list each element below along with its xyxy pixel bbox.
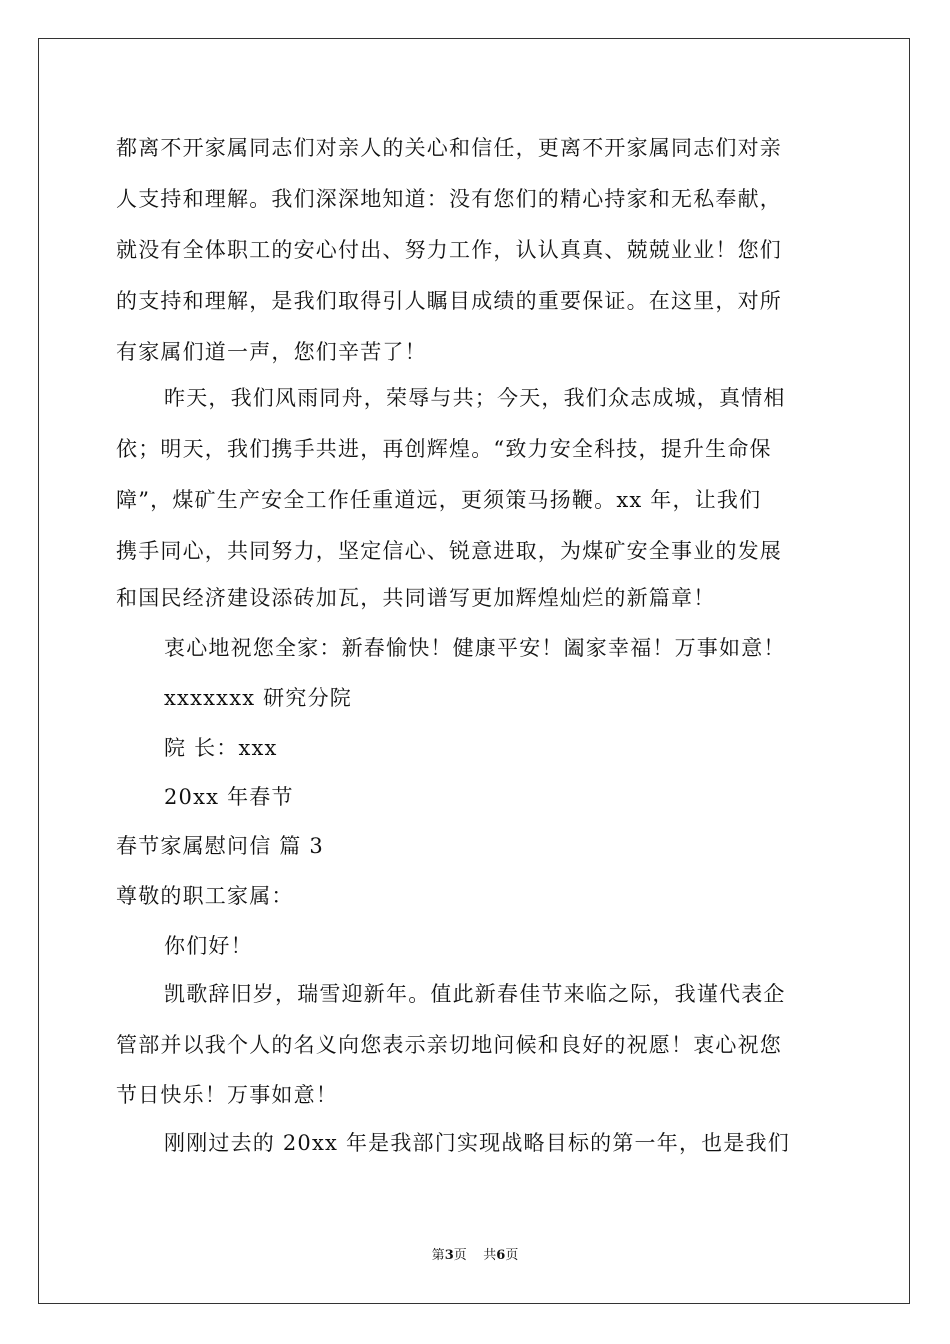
body-text-line: 管部并以我个人的名义向您表示亲切地问候和良好的祝愿！衷心祝您	[116, 1033, 782, 1057]
body-text-line: 的支持和理解，是我们取得引人瞩目成绩的重要保证。在这里，对所	[116, 289, 782, 313]
body-text-line: 都离不开家属同志们对亲人的关心和信任，更离不开家属同志们对亲	[116, 136, 782, 160]
body-text-line: 障”，煤矿生产安全工作任重道远，更须策马扬鞭。xx 年，让我们	[116, 488, 762, 512]
page-border	[38, 38, 910, 1304]
page-number-footer	[0, 1247, 950, 1265]
footer-prefix: 第	[431, 1248, 445, 1263]
body-text-line: 人支持和理解。我们深深地知道：没有您们的精心持家和无私奉献，	[116, 187, 782, 211]
paragraph-start-line: 刚刚过去的 20xx 年是我部门实现战略目标的第一年，也是我们	[164, 1131, 790, 1155]
paragraph-start-line: 凯歌辞旧岁，瑞雪迎新年。值此新春佳节来临之际，我谨代表企	[164, 982, 786, 1006]
body-text-line: 依；明天，我们携手共进，再创辉煌。“致力安全科技，提升生命保	[116, 437, 772, 461]
signature-organization: xxxxxxx 研究分院	[164, 686, 352, 710]
section-title: 春节家属慰问信 篇 3	[116, 834, 324, 858]
salutation-greeting: 你们好！	[164, 934, 253, 958]
current-page-number: 3	[444, 1248, 454, 1263]
salutation: 尊敬的职工家属：	[116, 884, 294, 908]
footer-middle: 页 共	[453, 1248, 497, 1263]
body-text-line: 携手同心，共同努力，坚定信心、锐意进取，为煤矿安全事业的发展	[116, 539, 782, 563]
total-page-number: 6	[496, 1248, 506, 1263]
greeting-line: 衷心地祝您全家：新春愉快！健康平安！阖家幸福！万事如意！	[164, 636, 786, 660]
body-text-line: 节日快乐！万事如意！	[116, 1083, 338, 1107]
signature-name: 院 长：xxx	[164, 736, 278, 760]
body-text-line: 就没有全体职工的安心付出、努力工作，认认真真、兢兢业业！您们	[116, 238, 782, 262]
paragraph-start-line: 昨天，我们风雨同舟，荣辱与共；今天，我们众志成城，真情相	[164, 386, 786, 410]
signature-date: 20xx 年春节	[164, 785, 294, 809]
body-text-line: 有家属们道一声，您们辛苦了！	[116, 340, 427, 364]
footer-suffix: 页	[505, 1248, 519, 1263]
body-text-line: 和国民经济建设添砖加瓦，共同谱写更加辉煌灿烂的新篇章！	[116, 586, 716, 610]
